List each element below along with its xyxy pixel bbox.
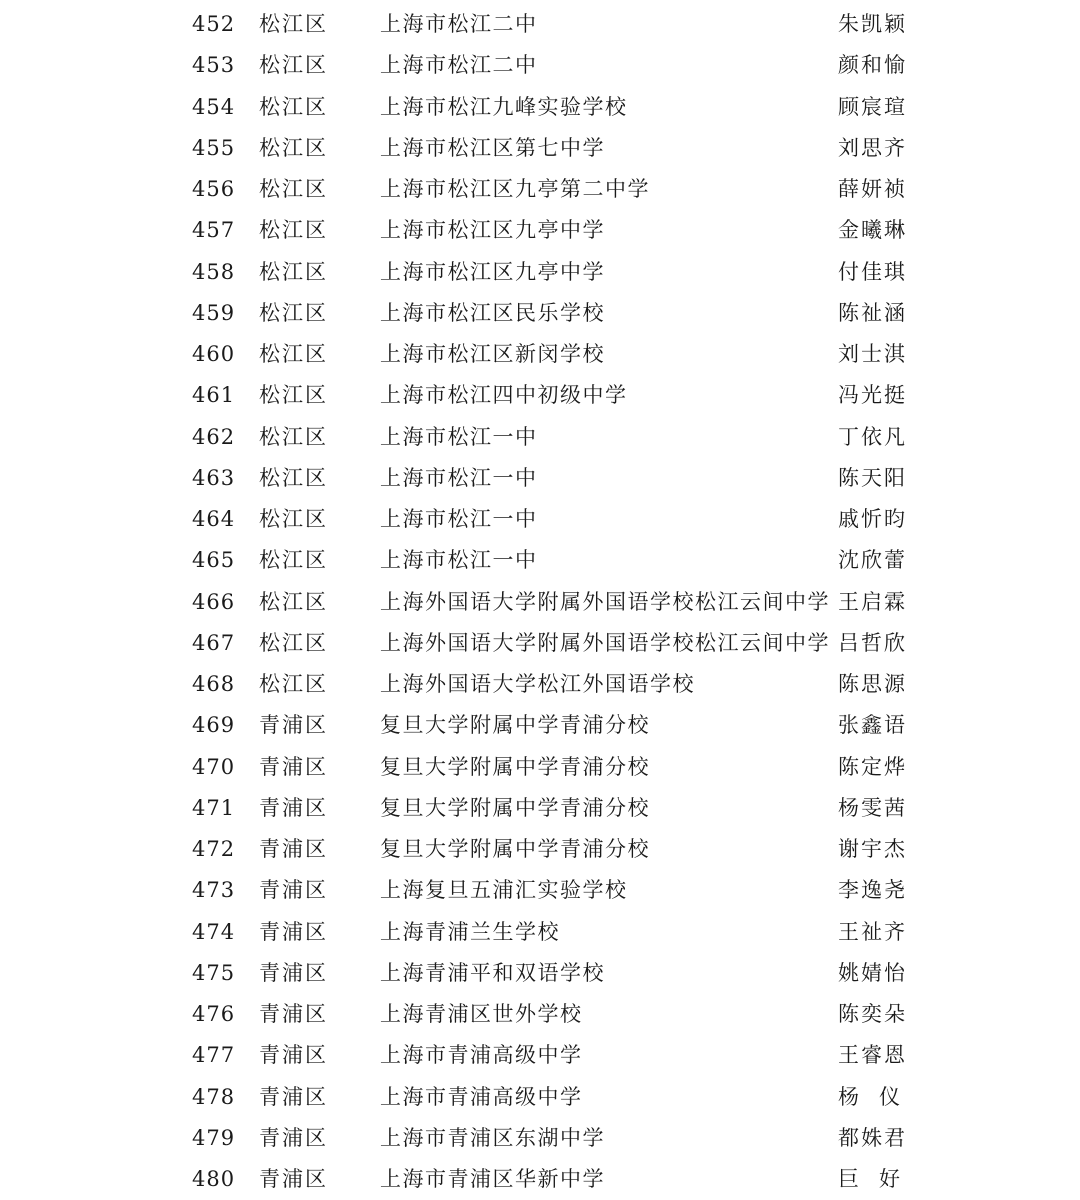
table-row <box>0 375 1080 416</box>
district-cell: 青浦区 <box>259 837 328 861</box>
row-number: 477 <box>192 1043 236 1068</box>
table-row <box>0 870 1080 911</box>
school-cell: 上海市松江区新闵学校 <box>380 342 605 366</box>
student-name-cell: 薛妍祯 <box>838 177 907 201</box>
student-name-cell: 沈欣蕾 <box>838 548 907 573</box>
district-cell: 青浦区 <box>259 795 328 820</box>
student-name-cell: 朱凯颖 <box>838 12 907 36</box>
student-name-cell: 杨仪 <box>838 1084 920 1109</box>
student-name-cell: 张鑫语 <box>838 713 907 738</box>
student-name-cell: 陈思源 <box>838 672 907 696</box>
row-number: 471 <box>192 795 236 820</box>
school-cell: 上海市松江区第七中学 <box>380 135 605 160</box>
student-name-cell: 陈奕朵 <box>838 1002 907 1026</box>
school-cell: 上海市青浦区东湖中学 <box>380 1125 605 1150</box>
student-name-cell: 王启霖 <box>838 589 907 614</box>
district-cell: 松江区 <box>259 383 328 408</box>
table-row <box>0 128 1080 169</box>
district-cell: 青浦区 <box>259 1084 328 1109</box>
table-row <box>0 45 1080 86</box>
district-cell: 松江区 <box>259 507 328 531</box>
table-row <box>0 953 1080 994</box>
row-number: 454 <box>192 94 236 119</box>
school-cell: 上海市松江二中 <box>380 53 538 78</box>
district-cell: 松江区 <box>259 12 328 36</box>
table-row <box>0 1159 1080 1200</box>
row-number: 467 <box>192 630 236 655</box>
district-cell: 青浦区 <box>259 1002 328 1026</box>
table-row <box>0 912 1080 953</box>
table-row <box>0 252 1080 293</box>
row-number: 456 <box>192 177 236 201</box>
district-cell: 松江区 <box>259 259 328 284</box>
school-cell: 上海市松江二中 <box>380 12 538 36</box>
student-name-cell: 陈祉涵 <box>838 300 907 325</box>
school-cell: 上海市松江区九亭中学 <box>380 259 605 284</box>
table-row <box>0 458 1080 499</box>
row-number: 472 <box>192 837 236 861</box>
student-name-cell: 陈天阳 <box>838 465 907 490</box>
row-number: 457 <box>192 218 236 243</box>
table-row <box>0 169 1080 210</box>
district-cell: 青浦区 <box>259 754 328 779</box>
table-row <box>0 334 1080 375</box>
school-cell: 上海青浦区世外学校 <box>380 1002 583 1026</box>
student-name-cell: 吕哲欣 <box>838 630 907 655</box>
row-number: 459 <box>192 300 236 325</box>
school-cell: 上海市松江一中 <box>380 424 538 449</box>
row-number: 465 <box>192 548 236 573</box>
row-number: 469 <box>192 713 236 738</box>
row-number: 468 <box>192 672 236 696</box>
school-cell: 上海市松江区民乐学校 <box>380 300 605 325</box>
district-cell: 青浦区 <box>259 960 328 985</box>
row-number: 452 <box>192 12 236 36</box>
school-cell: 上海市青浦高级中学 <box>380 1043 583 1068</box>
school-cell: 复旦大学附属中学青浦分校 <box>380 754 650 779</box>
district-cell: 松江区 <box>259 177 328 201</box>
student-name-cell: 姚婧怡 <box>838 960 907 985</box>
table-row <box>0 210 1080 251</box>
row-number: 474 <box>192 919 236 944</box>
row-number: 479 <box>192 1125 236 1150</box>
district-cell: 松江区 <box>259 589 328 614</box>
table-row <box>0 623 1080 664</box>
student-list-table <box>0 4 1080 1200</box>
school-cell: 上海市青浦高级中学 <box>380 1084 583 1109</box>
student-name-cell: 王睿恩 <box>838 1043 907 1068</box>
district-cell: 青浦区 <box>259 1125 328 1150</box>
table-row <box>0 293 1080 334</box>
student-name-cell: 刘思齐 <box>838 135 907 160</box>
table-row <box>0 1118 1080 1159</box>
table-row <box>0 788 1080 829</box>
school-cell: 复旦大学附属中学青浦分校 <box>380 713 650 738</box>
district-cell: 青浦区 <box>259 919 328 944</box>
district-cell: 松江区 <box>259 424 328 449</box>
district-cell: 松江区 <box>259 218 328 243</box>
district-cell: 松江区 <box>259 53 328 78</box>
row-number: 466 <box>192 589 236 614</box>
table-row <box>0 1077 1080 1118</box>
district-cell: 松江区 <box>259 94 328 119</box>
table-row <box>0 829 1080 870</box>
district-cell: 青浦区 <box>259 713 328 738</box>
row-number: 455 <box>192 135 236 160</box>
row-number: 473 <box>192 878 236 903</box>
student-name-cell: 王祉齐 <box>838 919 907 944</box>
row-number: 462 <box>192 424 236 449</box>
school-cell: 上海市松江区九亭中学 <box>380 218 605 243</box>
school-cell: 复旦大学附属中学青浦分校 <box>380 837 650 861</box>
student-name-cell: 付佳琪 <box>838 259 907 284</box>
student-name-cell: 谢宇杰 <box>838 837 907 861</box>
school-cell: 上海青浦兰生学校 <box>380 919 560 944</box>
student-name-cell: 顾宸瑄 <box>838 94 907 119</box>
district-cell: 青浦区 <box>259 1167 328 1191</box>
school-cell: 上海市松江一中 <box>380 507 538 531</box>
student-name-cell: 丁依凡 <box>838 424 907 449</box>
school-cell: 上海市青浦区华新中学 <box>380 1167 605 1191</box>
student-name-cell: 李逸尧 <box>838 878 907 903</box>
row-number: 453 <box>192 53 236 78</box>
district-cell: 青浦区 <box>259 1043 328 1068</box>
district-cell: 松江区 <box>259 630 328 655</box>
table-row <box>0 4 1080 45</box>
row-number: 460 <box>192 342 236 366</box>
row-number: 463 <box>192 465 236 490</box>
row-number: 461 <box>192 383 236 408</box>
row-number: 476 <box>192 1002 236 1026</box>
school-cell: 上海市松江一中 <box>380 548 538 573</box>
school-cell: 上海市松江一中 <box>380 465 538 490</box>
student-name-cell: 陈定烨 <box>838 754 907 779</box>
student-name-cell: 冯光挺 <box>838 383 907 408</box>
district-cell: 松江区 <box>259 342 328 366</box>
school-cell: 上海外国语大学松江外国语学校 <box>380 672 695 696</box>
table-row <box>0 582 1080 623</box>
student-name-cell: 都姝君 <box>838 1125 907 1150</box>
row-number: 480 <box>192 1167 236 1191</box>
student-name-cell: 刘士淇 <box>838 342 907 366</box>
table-row <box>0 87 1080 128</box>
student-name-cell: 颜和愉 <box>838 53 907 78</box>
district-cell: 松江区 <box>259 465 328 490</box>
district-cell: 松江区 <box>259 548 328 573</box>
school-cell: 上海外国语大学附属外国语学校松江云间中学 <box>380 630 830 655</box>
table-row <box>0 994 1080 1035</box>
district-cell: 青浦区 <box>259 878 328 903</box>
student-name-cell: 巨好 <box>838 1167 920 1191</box>
table-row <box>0 747 1080 788</box>
school-cell: 上海市松江区九亭第二中学 <box>380 177 650 201</box>
row-number: 475 <box>192 960 236 985</box>
district-cell: 松江区 <box>259 135 328 160</box>
student-name-cell: 杨雯茜 <box>838 795 907 820</box>
table-row <box>0 499 1080 540</box>
district-cell: 松江区 <box>259 672 328 696</box>
school-cell: 上海市松江九峰实验学校 <box>380 94 628 119</box>
school-cell: 上海市松江四中初级中学 <box>380 383 628 408</box>
table-row <box>0 1035 1080 1076</box>
table-row <box>0 417 1080 458</box>
school-cell: 上海青浦平和双语学校 <box>380 960 605 985</box>
student-name-cell: 金曦琳 <box>838 218 907 243</box>
district-cell: 松江区 <box>259 300 328 325</box>
school-cell: 上海外国语大学附属外国语学校松江云间中学 <box>380 589 830 614</box>
row-number: 458 <box>192 259 236 284</box>
student-name-cell: 戚忻昀 <box>838 507 907 531</box>
school-cell: 复旦大学附属中学青浦分校 <box>380 795 650 820</box>
row-number: 464 <box>192 507 236 531</box>
table-row <box>0 540 1080 581</box>
row-number: 478 <box>192 1084 236 1109</box>
row-number: 470 <box>192 754 236 779</box>
table-row <box>0 664 1080 705</box>
school-cell: 上海复旦五浦汇实验学校 <box>380 878 628 903</box>
table-row <box>0 705 1080 746</box>
